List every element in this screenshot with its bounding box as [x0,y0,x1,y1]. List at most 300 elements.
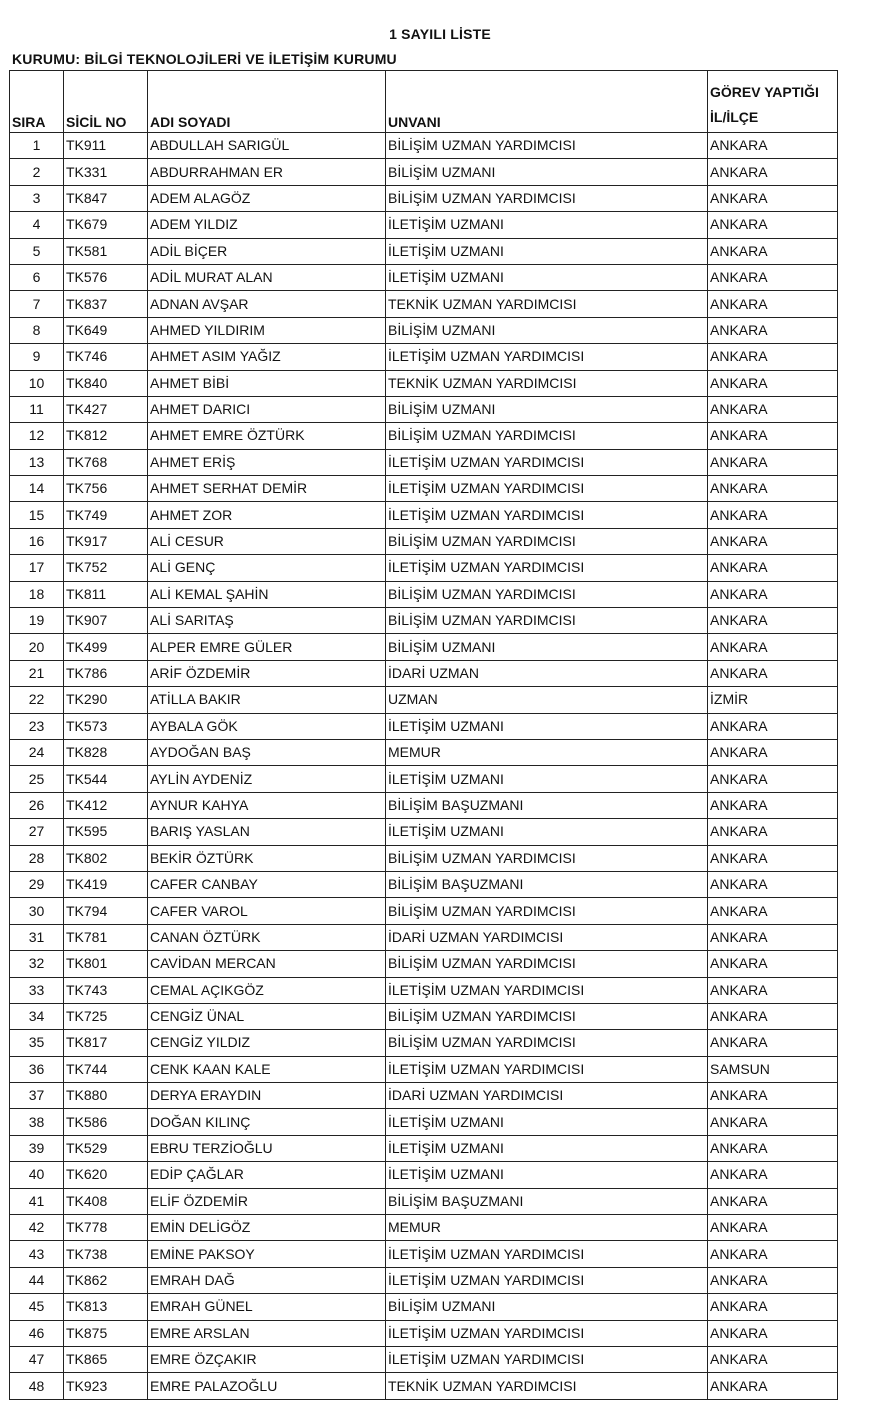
cell-adi-soyadi: EDİP ÇAĞLAR [148,1162,386,1188]
cell-sicil-no: TK794 [64,898,148,924]
cell-sicil-no: TK907 [64,608,148,634]
table-row [10,212,838,238]
cell-sira: 31 [10,924,64,950]
header-gorev-yaptigi [708,71,838,133]
cell-unvani: BİLİŞİM UZMAN YARDIMCISI [386,185,708,211]
table-row [10,133,838,159]
cell-sicil-no: TK917 [64,528,148,554]
cell-sira: 12 [10,423,64,449]
cell-adi-soyadi: EMRAH DAĞ [148,1267,386,1293]
table-row [10,608,838,634]
cell-sicil-no: TK749 [64,502,148,528]
cell-sira: 45 [10,1294,64,1320]
cell-unvani: BİLİŞİM UZMANI [386,159,708,185]
table-row [10,528,838,554]
cell-adi-soyadi: ATİLLA BAKIR [148,687,386,713]
cell-sira: 33 [10,977,64,1003]
cell-sicil-no: TK290 [64,687,148,713]
cell-adi-soyadi: EMRE ARSLAN [148,1320,386,1346]
cell-adi-soyadi: EMRE PALAZOĞLU [148,1373,386,1399]
cell-unvani: İDARİ UZMAN YARDIMCISI [386,924,708,950]
cell-sicil-no: TK923 [64,1373,148,1399]
table-body [10,133,838,1400]
cell-unvani: BİLİŞİM UZMAN YARDIMCISI [386,1003,708,1029]
cell-adi-soyadi: DERYA ERAYDIN [148,1083,386,1109]
cell-unvani: BİLİŞİM UZMAN YARDIMCISI [386,951,708,977]
table-row [10,502,838,528]
table-row [10,845,838,871]
cell-sira: 27 [10,819,64,845]
cell-sicil-no: TK573 [64,713,148,739]
cell-sira: 47 [10,1346,64,1372]
cell-gorev-yeri: ANKARA [708,739,838,765]
cell-unvani: BİLİŞİM UZMANI [386,317,708,343]
cell-sira: 41 [10,1188,64,1214]
cell-sicil-no: TK813 [64,1294,148,1320]
cell-adi-soyadi: AHMET SERHAT DEMİR [148,476,386,502]
cell-sira: 6 [10,264,64,290]
cell-gorev-yeri: ANKARA [708,1162,838,1188]
cell-sicil-no: TK331 [64,159,148,185]
cell-gorev-yeri: ANKARA [708,528,838,554]
cell-gorev-yeri: ANKARA [708,1135,838,1161]
cell-adi-soyadi: ALİ SARITAŞ [148,608,386,634]
cell-gorev-yeri: ANKARA [708,1241,838,1267]
cell-adi-soyadi: EMİN DELİGÖZ [148,1215,386,1241]
cell-unvani: BİLİŞİM BAŞUZMANI [386,871,708,897]
table-row [10,1056,838,1082]
header-gorev-line2: İL/İLÇE [710,109,759,125]
cell-sicil-no: TK738 [64,1241,148,1267]
cell-gorev-yeri: ANKARA [708,449,838,475]
cell-sira: 1 [10,133,64,159]
cell-gorev-yeri: ANKARA [708,1030,838,1056]
cell-sicil-no: TK408 [64,1188,148,1214]
cell-adi-soyadi: CAVİDAN MERCAN [148,951,386,977]
cell-gorev-yeri: ANKARA [708,819,838,845]
cell-gorev-yeri: ANKARA [708,264,838,290]
cell-gorev-yeri: ANKARA [708,291,838,317]
cell-sira: 10 [10,370,64,396]
table-row [10,1320,838,1346]
cell-gorev-yeri: İZMİR [708,687,838,713]
cell-sicil-no: TK847 [64,185,148,211]
table-row [10,871,838,897]
cell-adi-soyadi: AHMET ZOR [148,502,386,528]
cell-unvani: İLETİŞİM UZMAN YARDIMCISI [386,344,708,370]
cell-adi-soyadi: CENGİZ YILDIZ [148,1030,386,1056]
table-header [10,71,838,133]
table-row [10,1109,838,1135]
cell-unvani: BİLİŞİM UZMANI [386,634,708,660]
cell-unvani: İDARİ UZMAN [386,660,708,686]
organization-heading: KURUMU: BİLGİ TEKNOLOJİLERİ VE İLETİŞİM KURUMU [12,51,397,67]
cell-sira: 38 [10,1109,64,1135]
cell-gorev-yeri: ANKARA [708,1109,838,1135]
cell-gorev-yeri: SAMSUN [708,1056,838,1082]
cell-unvani: İLETİŞİM UZMAN YARDIMCISI [386,476,708,502]
cell-unvani: İLETİŞİM UZMAN YARDIMCISI [386,1241,708,1267]
cell-gorev-yeri: ANKARA [708,924,838,950]
cell-unvani: İLETİŞİM UZMAN YARDIMCISI [386,1320,708,1346]
cell-sira: 34 [10,1003,64,1029]
cell-adi-soyadi: CANAN ÖZTÜRK [148,924,386,950]
cell-gorev-yeri: ANKARA [708,608,838,634]
header-sira: SIRA [10,71,64,133]
cell-unvani: BİLİŞİM UZMANI [386,1294,708,1320]
cell-sira: 11 [10,396,64,422]
cell-unvani: MEMUR [386,739,708,765]
table-row [10,1135,838,1161]
cell-sicil-no: TK679 [64,212,148,238]
table-row [10,766,838,792]
cell-sira: 23 [10,713,64,739]
cell-unvani: BİLİŞİM UZMANI [386,396,708,422]
cell-sicil-no: TK812 [64,423,148,449]
cell-adi-soyadi: EBRU TERZİOĞLU [148,1135,386,1161]
cell-unvani: BİLİŞİM UZMAN YARDIMCISI [386,423,708,449]
cell-gorev-yeri: ANKARA [708,133,838,159]
cell-sira: 30 [10,898,64,924]
cell-adi-soyadi: BARIŞ YASLAN [148,819,386,845]
cell-gorev-yeri: ANKARA [708,476,838,502]
cell-gorev-yeri: ANKARA [708,159,838,185]
cell-sicil-no: TK801 [64,951,148,977]
cell-gorev-yeri: ANKARA [708,370,838,396]
cell-sira: 21 [10,660,64,686]
cell-sira: 36 [10,1056,64,1082]
cell-sira: 7 [10,291,64,317]
cell-sicil-no: TK781 [64,924,148,950]
table-row [10,634,838,660]
table-row [10,1267,838,1293]
cell-gorev-yeri: ANKARA [708,871,838,897]
cell-unvani: BİLİŞİM UZMAN YARDIMCISI [386,581,708,607]
cell-adi-soyadi: ABDURRAHMAN ER [148,159,386,185]
cell-sira: 28 [10,845,64,871]
cell-sicil-no: TK499 [64,634,148,660]
table-row [10,370,838,396]
cell-sira: 39 [10,1135,64,1161]
cell-gorev-yeri: ANKARA [708,1188,838,1214]
cell-unvani: İLETİŞİM UZMAN YARDIMCISI [386,1346,708,1372]
table-row [10,1162,838,1188]
table-row [10,1241,838,1267]
header-sicil-no: SİCİL NO [64,71,148,133]
table-row [10,1373,838,1399]
table-row [10,423,838,449]
table-row [10,396,838,422]
cell-gorev-yeri: ANKARA [708,185,838,211]
table-row [10,713,838,739]
cell-sicil-no: TK911 [64,133,148,159]
cell-unvani: BİLİŞİM UZMAN YARDIMCISI [386,898,708,924]
cell-adi-soyadi: ARİF ÖZDEMİR [148,660,386,686]
cell-unvani: İLETİŞİM UZMANI [386,819,708,845]
cell-unvani: İLETİŞİM UZMANI [386,1162,708,1188]
cell-sicil-no: TK412 [64,792,148,818]
cell-unvani: BİLİŞİM UZMAN YARDIMCISI [386,1030,708,1056]
cell-sicil-no: TK419 [64,871,148,897]
cell-unvani: İLETİŞİM UZMANI [386,264,708,290]
cell-unvani: BİLİŞİM UZMAN YARDIMCISI [386,845,708,871]
cell-adi-soyadi: AHMET BİBİ [148,370,386,396]
cell-adi-soyadi: CEMAL AÇIKGÖZ [148,977,386,1003]
cell-adi-soyadi: BEKİR ÖZTÜRK [148,845,386,871]
cell-adi-soyadi: CAFER VAROL [148,898,386,924]
cell-adi-soyadi: ALPER EMRE GÜLER [148,634,386,660]
cell-adi-soyadi: AYNUR KAHYA [148,792,386,818]
cell-gorev-yeri: ANKARA [708,502,838,528]
cell-adi-soyadi: AYDOĞAN BAŞ [148,739,386,765]
cell-sicil-no: TK746 [64,344,148,370]
cell-sicil-no: TK768 [64,449,148,475]
cell-unvani: İLETİŞİM UZMAN YARDIMCISI [386,1056,708,1082]
cell-sicil-no: TK817 [64,1030,148,1056]
cell-adi-soyadi: ADNAN AVŞAR [148,291,386,317]
cell-sicil-no: TK865 [64,1346,148,1372]
cell-gorev-yeri: ANKARA [708,317,838,343]
cell-gorev-yeri: ANKARA [708,1294,838,1320]
cell-gorev-yeri: ANKARA [708,1003,838,1029]
table-row [10,1188,838,1214]
table-row [10,1083,838,1109]
cell-unvani: İLETİŞİM UZMAN YARDIMCISI [386,1267,708,1293]
header-adi-soyadi: ADI SOYADI [148,71,386,133]
cell-sira: 40 [10,1162,64,1188]
cell-sira: 19 [10,608,64,634]
cell-sira: 43 [10,1241,64,1267]
cell-sicil-no: TK743 [64,977,148,1003]
cell-sicil-no: TK576 [64,264,148,290]
cell-adi-soyadi: AHMET EMRE ÖZTÜRK [148,423,386,449]
cell-gorev-yeri: ANKARA [708,396,838,422]
header-row [10,71,838,133]
cell-unvani: İLETİŞİM UZMAN YARDIMCISI [386,555,708,581]
table-row [10,977,838,1003]
cell-sicil-no: TK649 [64,317,148,343]
cell-gorev-yeri: ANKARA [708,977,838,1003]
cell-adi-soyadi: DOĞAN KILINÇ [148,1109,386,1135]
cell-adi-soyadi: ADEM ALAGÖZ [148,185,386,211]
table-row [10,264,838,290]
cell-sira: 24 [10,739,64,765]
cell-sira: 9 [10,344,64,370]
cell-sira: 8 [10,317,64,343]
cell-sira: 25 [10,766,64,792]
cell-adi-soyadi: CENK KAAN KALE [148,1056,386,1082]
cell-sira: 32 [10,951,64,977]
cell-adi-soyadi: AYLİN AYDENİZ [148,766,386,792]
table-row [10,819,838,845]
cell-sicil-no: TK840 [64,370,148,396]
cell-adi-soyadi: AYBALA GÖK [148,713,386,739]
cell-sicil-no: TK875 [64,1320,148,1346]
cell-sicil-no: TK880 [64,1083,148,1109]
cell-adi-soyadi: AHMET DARICI [148,396,386,422]
table-row [10,951,838,977]
cell-unvani: TEKNİK UZMAN YARDIMCISI [386,1373,708,1399]
cell-gorev-yeri: ANKARA [708,555,838,581]
cell-sira: 44 [10,1267,64,1293]
table-row [10,185,838,211]
cell-adi-soyadi: CAFER CANBAY [148,871,386,897]
table-row [10,1294,838,1320]
cell-unvani: İLETİŞİM UZMANI [386,713,708,739]
cell-sira: 18 [10,581,64,607]
cell-sicil-no: TK752 [64,555,148,581]
cell-gorev-yeri: ANKARA [708,634,838,660]
cell-sicil-no: TK544 [64,766,148,792]
cell-sicil-no: TK786 [64,660,148,686]
cell-sira: 42 [10,1215,64,1241]
table-row [10,317,838,343]
cell-gorev-yeri: ANKARA [708,423,838,449]
table-row [10,344,838,370]
cell-sira: 5 [10,238,64,264]
cell-unvani: TEKNİK UZMAN YARDIMCISI [386,291,708,317]
cell-unvani: BİLİŞİM BAŞUZMANI [386,1188,708,1214]
cell-sicil-no: TK620 [64,1162,148,1188]
cell-sicil-no: TK427 [64,396,148,422]
cell-unvani: İLETİŞİM UZMANI [386,1109,708,1135]
table-row [10,792,838,818]
cell-adi-soyadi: AHMET ERİŞ [148,449,386,475]
cell-sira: 13 [10,449,64,475]
cell-gorev-yeri: ANKARA [708,951,838,977]
cell-unvani: BİLİŞİM UZMAN YARDIMCISI [386,133,708,159]
table-row [10,739,838,765]
cell-gorev-yeri: ANKARA [708,1083,838,1109]
cell-unvani: BİLİŞİM BAŞUZMANI [386,792,708,818]
cell-gorev-yeri: ANKARA [708,581,838,607]
table-row [10,898,838,924]
cell-sira: 26 [10,792,64,818]
table-row [10,1215,838,1241]
cell-unvani: İLETİŞİM UZMAN YARDIMCISI [386,977,708,1003]
cell-unvani: İLETİŞİM UZMANI [386,238,708,264]
cell-unvani: BİLİŞİM UZMAN YARDIMCISI [386,608,708,634]
cell-unvani: MEMUR [386,1215,708,1241]
table-row [10,238,838,264]
table-row [10,1346,838,1372]
table-row [10,449,838,475]
cell-adi-soyadi: ALİ GENÇ [148,555,386,581]
document-title: 1 SAYILI LİSTE [389,26,491,42]
cell-unvani: İLETİŞİM UZMANI [386,766,708,792]
cell-sira: 2 [10,159,64,185]
cell-gorev-yeri: ANKARA [708,1346,838,1372]
cell-gorev-yeri: ANKARA [708,1320,838,1346]
cell-gorev-yeri: ANKARA [708,660,838,686]
cell-gorev-yeri: ANKARA [708,766,838,792]
table-row [10,660,838,686]
cell-sira: 20 [10,634,64,660]
cell-adi-soyadi: EMRAH GÜNEL [148,1294,386,1320]
cell-sicil-no: TK862 [64,1267,148,1293]
cell-sicil-no: TK802 [64,845,148,871]
cell-unvani: BİLİŞİM UZMAN YARDIMCISI [386,528,708,554]
cell-sira: 14 [10,476,64,502]
cell-sira: 29 [10,871,64,897]
cell-sicil-no: TK837 [64,291,148,317]
cell-adi-soyadi: EMRE ÖZÇAKIR [148,1346,386,1372]
cell-unvani: İLETİŞİM UZMAN YARDIMCISI [386,449,708,475]
cell-sicil-no: TK529 [64,1135,148,1161]
cell-adi-soyadi: ADİL BİÇER [148,238,386,264]
cell-gorev-yeri: ANKARA [708,845,838,871]
cell-unvani: İLETİŞİM UZMANI [386,212,708,238]
table-row [10,1003,838,1029]
table-row [10,555,838,581]
cell-gorev-yeri: ANKARA [708,1373,838,1399]
cell-gorev-yeri: ANKARA [708,792,838,818]
cell-adi-soyadi: AHMET ASIM YAĞIZ [148,344,386,370]
cell-unvani: UZMAN [386,687,708,713]
cell-sira: 17 [10,555,64,581]
cell-adi-soyadi: CENGİZ ÜNAL [148,1003,386,1029]
cell-adi-soyadi: ALİ CESUR [148,528,386,554]
cell-unvani: İLETİŞİM UZMAN YARDIMCISI [386,502,708,528]
cell-sira: 15 [10,502,64,528]
cell-gorev-yeri: ANKARA [708,1215,838,1241]
cell-adi-soyadi: ADEM YILDIZ [148,212,386,238]
cell-sira: 4 [10,212,64,238]
cell-sicil-no: TK725 [64,1003,148,1029]
cell-gorev-yeri: ANKARA [708,898,838,924]
cell-sicil-no: TK581 [64,238,148,264]
cell-adi-soyadi: EMİNE PAKSOY [148,1241,386,1267]
cell-sira: 37 [10,1083,64,1109]
header-gorev-line1: GÖREV YAPTIĞI [710,84,819,100]
cell-adi-soyadi: ELİF ÖZDEMİR [148,1188,386,1214]
table-row [10,159,838,185]
cell-adi-soyadi: ADİL MURAT ALAN [148,264,386,290]
table-row [10,687,838,713]
cell-sira: 35 [10,1030,64,1056]
table-row [10,476,838,502]
header-unvani: UNVANI [386,71,708,133]
cell-sira: 3 [10,185,64,211]
cell-unvani: TEKNİK UZMAN YARDIMCISI [386,370,708,396]
cell-sicil-no: TK586 [64,1109,148,1135]
cell-sicil-no: TK811 [64,581,148,607]
cell-gorev-yeri: ANKARA [708,212,838,238]
cell-adi-soyadi: ALİ KEMAL ŞAHİN [148,581,386,607]
cell-gorev-yeri: ANKARA [708,713,838,739]
table-row [10,1030,838,1056]
cell-sicil-no: TK778 [64,1215,148,1241]
cell-sira: 46 [10,1320,64,1346]
cell-sicil-no: TK828 [64,739,148,765]
cell-sira: 16 [10,528,64,554]
cell-unvani: İLETİŞİM UZMANI [386,1135,708,1161]
table-row [10,291,838,317]
cell-adi-soyadi: ABDULLAH SARIGÜL [148,133,386,159]
table-row [10,581,838,607]
cell-sicil-no: TK756 [64,476,148,502]
cell-sira: 22 [10,687,64,713]
personnel-table [9,70,838,1400]
table-row [10,924,838,950]
cell-gorev-yeri: ANKARA [708,344,838,370]
cell-sicil-no: TK744 [64,1056,148,1082]
cell-unvani: İDARİ UZMAN YARDIMCISI [386,1083,708,1109]
cell-gorev-yeri: ANKARA [708,1267,838,1293]
cell-sira: 48 [10,1373,64,1399]
cell-adi-soyadi: AHMED YILDIRIM [148,317,386,343]
cell-sicil-no: TK595 [64,819,148,845]
